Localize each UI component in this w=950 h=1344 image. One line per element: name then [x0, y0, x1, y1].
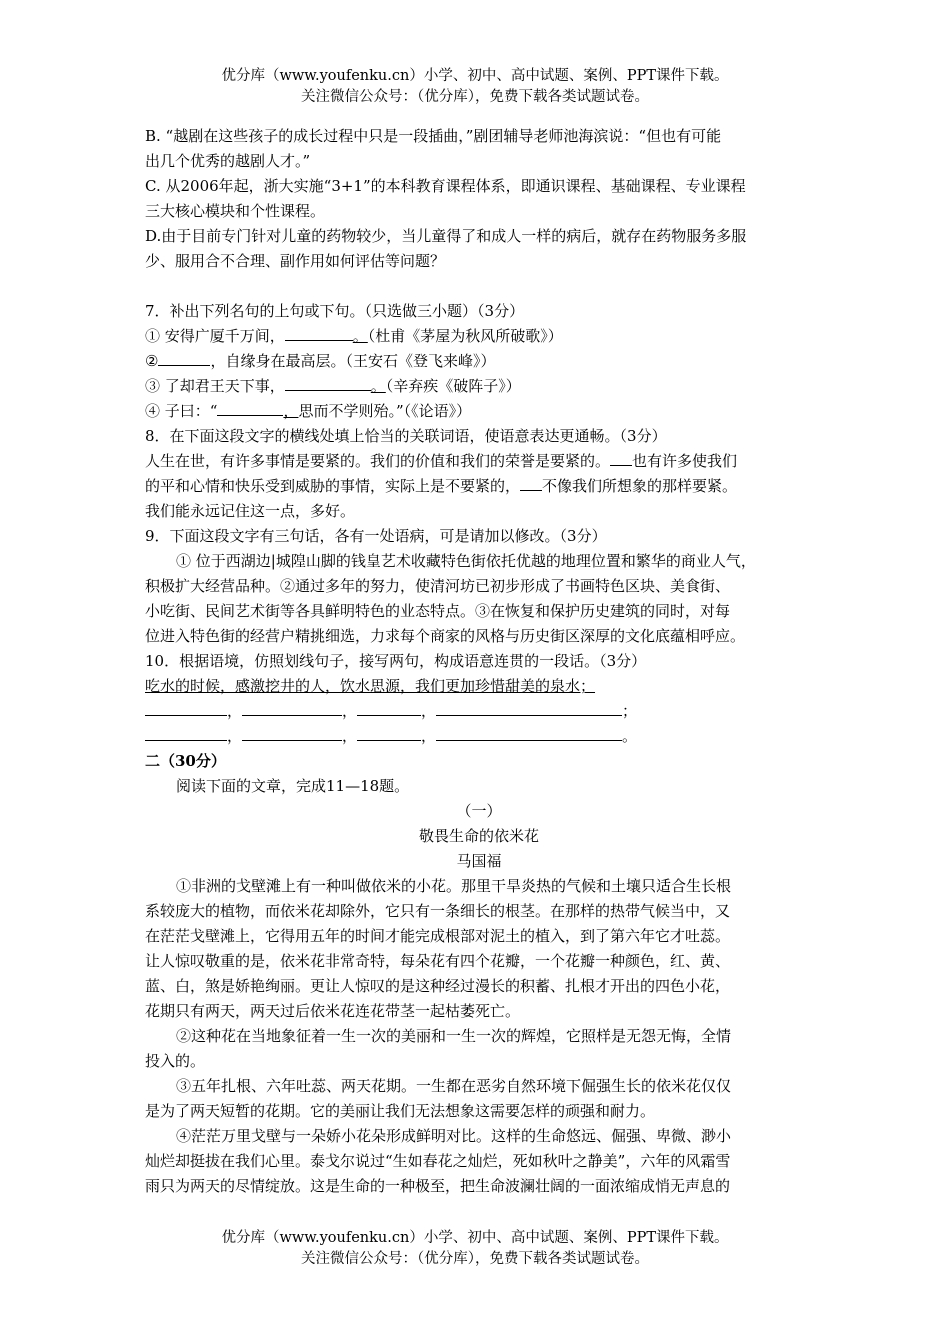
paragraph-1-line: 让人惊叹敬重的是，依米花非常奇特，每朵花有四个花瓣，一个花瓣一种颜色，红、黄、: [145, 952, 731, 970]
paragraph-4-line: ④茫茫万里戈壁与一朵娇小花朵形成鲜明对比。这样的生命悠远、倔强、卑微、渺小: [176, 1127, 732, 1145]
paragraph-3-line: 是为了两天短暂的花期。它的美丽让我们无法想象这需要怎样的顽强和耐力。: [145, 1102, 656, 1120]
comma: ，: [342, 727, 358, 745]
q6-option-b-line2: 出几个优秀的越剧人才。”: [145, 152, 311, 170]
q8-line-1-end: 也有许多使我们: [632, 452, 738, 470]
paragraph-1-line: 蓝、白，煞是娇艳绚丽。更让人惊叹的是这种经过漫长的积蓄、扎根才开出的四色小花，: [145, 977, 731, 995]
q7-item-1: [145, 324, 813, 349]
q8-line-3: 我们能永远记住这一点，多好。: [145, 502, 356, 520]
answer-blank[interactable]: [357, 699, 421, 716]
q7-item-1-source: （杜甫《茅屋为秋风所破歌》）: [367, 327, 563, 345]
q7-title: 7．补出下列名句的上句或下句。（只选做三小题）（3分）: [145, 302, 525, 320]
paragraph-3-line: ③五年扎根、六年吐蕊、两天花期。一生都在恶劣自然环境下倔强生长的依米花仅仅: [176, 1077, 732, 1095]
q10-answer-line-1: [145, 699, 813, 724]
answer-blank[interactable]: [357, 724, 421, 741]
spacer: [145, 274, 813, 299]
document-body: [145, 124, 813, 1199]
header-line-1: 优分库（www.youfenku.cn）小学、初中、高中试题、案例、PPT课件下载。: [221, 68, 729, 84]
paragraph-1-line: 在茫茫戈壁滩上，它得用五年的时间才能完成根部对泥土的植入，到了第六年它才吐蕊。: [145, 927, 731, 945]
q6-option-c-line2: 三大核心模块和个性课程。: [145, 202, 326, 220]
comma: ，: [227, 727, 243, 745]
q9-line-4: 位进入特色街的经营户精挑细选，力求每个商家的风格与历史街区深厚的文化底蕴相呼应。: [145, 627, 746, 645]
answer-blank[interactable]: [158, 349, 210, 366]
footer-line-2: 关注微信公众号：（优分库），免费下载各类试题试卷。: [301, 1251, 649, 1267]
q7-item-2-text: ，自缘身在最高层。（王安石《登飞来峰》）: [210, 352, 496, 370]
answer-blank[interactable]: [285, 374, 371, 391]
q9-line-3: 小吃街、民间艺术街等各具鲜明特色的业态特点。③在恢复和保护历史建筑的同时，对每: [145, 602, 731, 620]
q7-item-3-text: ③ 了却君王天下事，: [145, 377, 285, 395]
q10-answer-line-2: [145, 724, 813, 749]
q7-item-4-source: 思而不学则殆。”（《论语》）: [298, 402, 472, 420]
q7-item-2-number: ②: [145, 352, 159, 370]
q6-option-d-line2: 少、服用合不合理、副作用如何评估等问题？: [145, 252, 446, 270]
q10-model-sentence: 吃水的时候，感激挖井的人，饮水思源，我们更加珍惜甜美的泉水；: [145, 677, 596, 695]
paragraph-2-line: ②这种花在当地象征着一生一次的美丽和一生一次的辉煌，它照样是无怨无悔，全情: [176, 1027, 732, 1045]
comma: ，: [227, 702, 243, 720]
q7-item-3: [145, 374, 813, 399]
answer-blank[interactable]: [145, 699, 227, 716]
part-number: （一）: [456, 802, 502, 820]
q7-item-3-punct: 。: [370, 377, 386, 395]
article-title: 敬畏生命的依米花: [418, 827, 539, 845]
comma: ，: [342, 702, 358, 720]
paragraph-1-line: ①非洲的戈壁滩上有一种叫做依米的小花。那里干旱炎热的气候和土壤只适合生长根: [176, 877, 732, 895]
q10-title: 10．根据语境，仿照划线句子，接写两句，构成语意连贯的一段话。（3分）: [145, 652, 647, 670]
answer-blank[interactable]: [242, 724, 342, 741]
q7-item-3-source: （辛弃疾《破阵子》）: [385, 377, 521, 395]
q6-option-b-line1: B. “越剧在这些孩子的成长过程中只是一段插曲，”剧团辅导老师池海滨说：“但也有可能: [145, 127, 722, 145]
q8-line-2-text: 的平和心情和快乐受到威胁的事情，实际上是不要紧的，: [145, 477, 521, 495]
q9-line-1: ① 位于西湖边|城隍山脚的钱皇艺术收藏特色街依托优越的地理位置和繁华的商业人气，: [176, 552, 756, 570]
answer-blank[interactable]: [436, 724, 622, 741]
answer-blank[interactable]: [436, 699, 622, 716]
q8-line-2-end: 不像我们所想象的那样要紧。: [542, 477, 738, 495]
q7-item-1-punct: 。: [352, 327, 368, 345]
comma: ，: [421, 727, 437, 745]
article-author: 马国福: [456, 852, 502, 870]
q7-item-4-punct: ，: [283, 402, 299, 420]
paragraph-1-line: 系较庞大的植物，而依米花却除外，它只有一条细长的根茎。在那样的热带气候当中，又: [145, 902, 731, 920]
q8-line-2: [145, 474, 813, 499]
period: 。: [622, 727, 638, 745]
section-2-intro: 阅读下面的文章，完成11—18题。: [176, 777, 410, 795]
paragraph-4-line: 雨只为两天的尽情绽放。这是生命的一种极至，把生命波澜壮阔的一面浓缩成悄无声息的: [145, 1177, 731, 1195]
paragraph-1-line: 花期只有两天，两天过后依米花连花带茎一起枯萎死亡。: [145, 1002, 521, 1020]
q8-line-1-text: 人生在世，有许多事情是要紧的。我们的价值和我们的荣誉是要紧的。: [145, 452, 611, 470]
paragraph-2-line: 投入的。: [145, 1052, 206, 1070]
page-footer: [0, 1228, 950, 1270]
q6-option-c-line1: C. 从2006年起，浙大实施“3+1”的本科教育课程体系，即通识课程、基础课程、专业课程: [145, 177, 746, 195]
q7-item-4: [145, 399, 813, 424]
semicolon: ；: [622, 702, 638, 720]
header-line-2: 关注微信公众号：（优分库），免费下载各类试题试卷。: [301, 89, 649, 105]
q9-line-2: 积极扩大经营品种。②通过多年的努力，使清河坊已初步形成了书画特色区块、美食街、: [145, 577, 731, 595]
q7-item-4-text: ④ 子曰：“: [145, 402, 218, 420]
q7-item-1-text: ① 安得广厦千万间，: [145, 327, 285, 345]
page-header: [0, 66, 950, 108]
paragraph-4-line: 灿烂却挺拔在我们心里。泰戈尔说过“生如春花之灿烂，死如秋叶之静美”，六年的风霜雪: [145, 1152, 731, 1170]
answer-blank[interactable]: [520, 474, 542, 491]
q8-title: 8．在下面这段文字的横线处填上恰当的关联词语，使语意表达更通畅。（3分）: [145, 427, 667, 445]
answer-blank[interactable]: [145, 724, 227, 741]
q6-option-d-line1: D.由于目前专门针对儿童的药物较少，当儿童得了和成人一样的病后，就存在药物服务多服: [145, 227, 747, 245]
footer-line-1: 优分库（www.youfenku.cn）小学、初中、高中试题、案例、PPT课件下载。: [221, 1230, 729, 1246]
answer-blank[interactable]: [242, 699, 342, 716]
q8-line-1: [145, 449, 813, 474]
section-2-title: 二（30分）: [145, 752, 226, 770]
comma: ，: [421, 702, 437, 720]
q7-item-2: [145, 349, 813, 374]
answer-blank[interactable]: [217, 399, 283, 416]
q9-title: 9．下面这段文字有三句话，各有一处语病，可是请加以修改。（3分）: [145, 527, 607, 545]
answer-blank[interactable]: [285, 324, 353, 341]
answer-blank[interactable]: [610, 449, 632, 466]
